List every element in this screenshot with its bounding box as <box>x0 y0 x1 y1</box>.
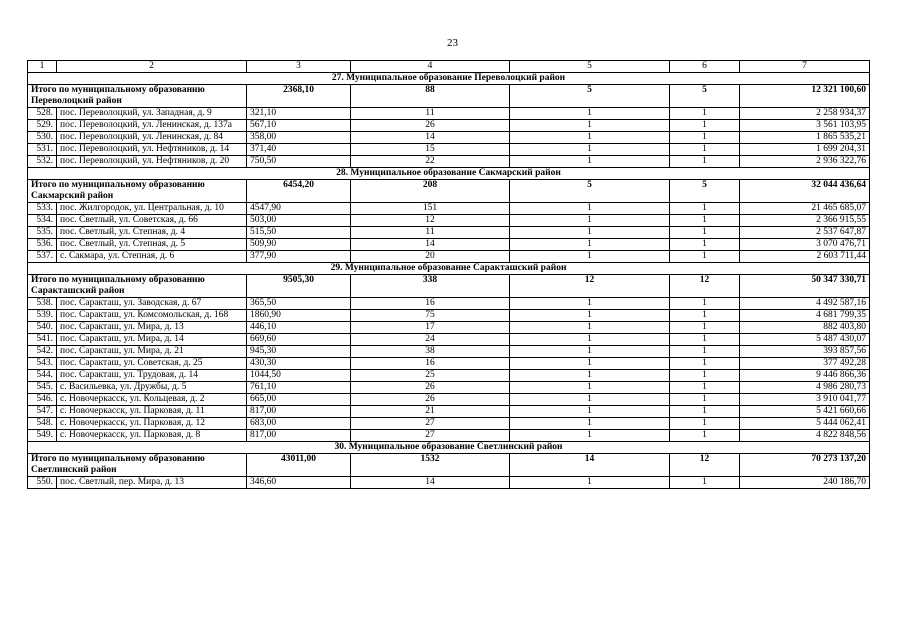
table-row <box>28 334 870 346</box>
row-address: пос. Саракташ, ул. Мира, д. 13 <box>57 322 247 334</box>
row-area: 669,60 <box>247 334 351 346</box>
row-col-5: 1 <box>510 406 670 418</box>
row-number: 529. <box>28 120 57 132</box>
table-row <box>28 108 870 120</box>
row-col-5: 1 <box>510 156 670 168</box>
row-address: с. Васильевка, ул. Дружбы, д. 5 <box>57 382 247 394</box>
row-area: 515,50 <box>247 227 351 239</box>
row-number: 541. <box>28 334 57 346</box>
table-row <box>28 120 870 132</box>
total-area: 43011,00 <box>247 454 351 477</box>
table-row <box>28 227 870 239</box>
table-row <box>28 132 870 144</box>
row-number: 543. <box>28 358 57 370</box>
row-col-7: 2 258 934,37 <box>740 108 870 120</box>
row-address: с. Новочеркасск, ул. Парковая, д. 12 <box>57 418 247 430</box>
row-col-7: 240 186,70 <box>740 477 870 489</box>
row-col-5: 1 <box>510 251 670 263</box>
total-col-5: 12 <box>510 275 670 298</box>
total-col-7: 12 321 100,60 <box>740 85 870 108</box>
table-row <box>28 406 870 418</box>
row-area: 567,10 <box>247 120 351 132</box>
row-number: 542. <box>28 346 57 358</box>
row-address: пос. Саракташ, ул. Мира, д. 21 <box>57 346 247 358</box>
row-col-6: 1 <box>670 358 740 370</box>
total-col-4: 1532 <box>351 454 510 477</box>
row-col-5: 1 <box>510 418 670 430</box>
row-col-7: 882 403,80 <box>740 322 870 334</box>
table-row <box>28 203 870 215</box>
table-row <box>28 239 870 251</box>
table-row <box>28 322 870 334</box>
row-col-5: 1 <box>510 203 670 215</box>
total-label: Итого по муниципальному образованию Переволоцкий район <box>28 85 247 108</box>
row-address: пос. Саракташ, ул. Советская, д. 25 <box>57 358 247 370</box>
row-address: пос. Переволоцкий, ул. Ленинская, д. 137а <box>57 120 247 132</box>
total-col-7: 50 347 330,71 <box>740 275 870 298</box>
row-number: 534. <box>28 215 57 227</box>
row-col-7: 1 699 204,31 <box>740 144 870 156</box>
table-row <box>28 346 870 358</box>
total-col-6: 5 <box>670 180 740 203</box>
row-col-5: 1 <box>510 358 670 370</box>
row-number: 538. <box>28 298 57 310</box>
page-number: 23 <box>447 37 458 49</box>
row-col-6: 1 <box>670 144 740 156</box>
row-col-4: 11 <box>351 108 510 120</box>
total-col-5: 14 <box>510 454 670 477</box>
row-number: 550. <box>28 477 57 489</box>
total-col-5: 5 <box>510 85 670 108</box>
column-number-row <box>28 61 870 73</box>
row-area: 750,50 <box>247 156 351 168</box>
row-col-6: 1 <box>670 406 740 418</box>
row-address: пос. Переволоцкий, ул. Западная, д. 9 <box>57 108 247 120</box>
row-area: 377,90 <box>247 251 351 263</box>
row-col-6: 1 <box>670 298 740 310</box>
row-col-4: 14 <box>351 477 510 489</box>
row-col-7: 21 465 685,07 <box>740 203 870 215</box>
section-title: 28. Муниципальное образование Сакмарский район <box>28 168 870 180</box>
total-col-7: 32 044 436,64 <box>740 180 870 203</box>
row-address: пос. Светлый, пер. Мира, д. 13 <box>57 477 247 489</box>
column-number: 2 <box>57 61 247 73</box>
total-label: Итого по муниципальному образованию Светлинский район <box>28 454 247 477</box>
row-area: 321,10 <box>247 108 351 120</box>
total-col-4: 88 <box>351 85 510 108</box>
row-address: пос. Переволоцкий, ул. Ленинская, д. 84 <box>57 132 247 144</box>
total-area: 2368,10 <box>247 85 351 108</box>
row-col-7: 3 561 103,95 <box>740 120 870 132</box>
row-col-7: 2 537 647,87 <box>740 227 870 239</box>
column-number: 6 <box>670 61 740 73</box>
total-col-6: 12 <box>670 454 740 477</box>
row-number: 533. <box>28 203 57 215</box>
section-total-row <box>28 454 870 477</box>
table-row <box>28 298 870 310</box>
row-number: 547. <box>28 406 57 418</box>
row-col-7: 1 865 535,21 <box>740 132 870 144</box>
total-area: 6454,20 <box>247 180 351 203</box>
row-col-4: 12 <box>351 215 510 227</box>
row-col-4: 24 <box>351 334 510 346</box>
row-col-7: 377 492,28 <box>740 358 870 370</box>
row-area: 817,00 <box>247 406 351 418</box>
row-address: пос. Саракташ, ул. Заводская, д. 67 <box>57 298 247 310</box>
row-col-7: 4 986 280,73 <box>740 382 870 394</box>
row-col-5: 1 <box>510 215 670 227</box>
section-title: 29. Муниципальное образование Саракташский район <box>28 263 870 275</box>
row-col-5: 1 <box>510 310 670 322</box>
row-col-4: 22 <box>351 156 510 168</box>
row-col-4: 26 <box>351 394 510 406</box>
row-col-4: 25 <box>351 370 510 382</box>
table-row <box>28 394 870 406</box>
row-col-4: 75 <box>351 310 510 322</box>
row-col-4: 26 <box>351 382 510 394</box>
row-col-6: 1 <box>670 215 740 227</box>
row-address: пос. Светлый, ул. Советская, д. 66 <box>57 215 247 227</box>
row-col-6: 1 <box>670 251 740 263</box>
section-header-row <box>28 73 870 85</box>
table-row <box>28 430 870 442</box>
row-col-5: 1 <box>510 346 670 358</box>
row-col-6: 1 <box>670 418 740 430</box>
row-col-7: 2 603 711,44 <box>740 251 870 263</box>
column-number: 7 <box>740 61 870 73</box>
row-area: 446,10 <box>247 322 351 334</box>
total-col-5: 5 <box>510 180 670 203</box>
row-area: 346,60 <box>247 477 351 489</box>
table-row <box>28 251 870 263</box>
row-number: 532. <box>28 156 57 168</box>
row-address: пос. Светлый, ул. Степная, д. 5 <box>57 239 247 251</box>
total-label: Итого по муниципальному образованию Сакмарский район <box>28 180 247 203</box>
row-col-5: 1 <box>510 370 670 382</box>
row-number: 535. <box>28 227 57 239</box>
section-header-row <box>28 442 870 454</box>
row-col-6: 1 <box>670 430 740 442</box>
row-col-6: 1 <box>670 156 740 168</box>
row-address: пос. Переволоцкий, ул. Нефтяников, д. 20 <box>57 156 247 168</box>
table-row <box>28 156 870 168</box>
total-col-7: 70 273 137,20 <box>740 454 870 477</box>
row-col-4: 11 <box>351 227 510 239</box>
row-col-5: 1 <box>510 239 670 251</box>
row-area: 509,90 <box>247 239 351 251</box>
row-col-5: 1 <box>510 298 670 310</box>
row-col-7: 393 857,56 <box>740 346 870 358</box>
row-address: пос. Переволоцкий, ул. Нефтяников, д. 14 <box>57 144 247 156</box>
row-col-7: 3 910 041,77 <box>740 394 870 406</box>
row-col-6: 1 <box>670 346 740 358</box>
row-area: 761,10 <box>247 382 351 394</box>
row-col-6: 1 <box>670 370 740 382</box>
row-col-7: 5 487 430,07 <box>740 334 870 346</box>
row-col-5: 1 <box>510 334 670 346</box>
row-area: 365,50 <box>247 298 351 310</box>
row-col-5: 1 <box>510 382 670 394</box>
table-row <box>28 418 870 430</box>
row-col-5: 1 <box>510 430 670 442</box>
row-col-6: 1 <box>670 108 740 120</box>
row-col-5: 1 <box>510 477 670 489</box>
section-header-row <box>28 168 870 180</box>
row-col-7: 2 936 322,76 <box>740 156 870 168</box>
table-row <box>28 370 870 382</box>
row-col-4: 14 <box>351 239 510 251</box>
section-total-row <box>28 180 870 203</box>
row-col-6: 1 <box>670 310 740 322</box>
document-table <box>27 60 870 489</box>
section-total-row <box>28 85 870 108</box>
total-col-6: 5 <box>670 85 740 108</box>
row-col-4: 26 <box>351 120 510 132</box>
row-number: 546. <box>28 394 57 406</box>
row-area: 4547,90 <box>247 203 351 215</box>
row-address: пос. Светлый, ул. Степная, д. 4 <box>57 227 247 239</box>
row-col-6: 1 <box>670 334 740 346</box>
row-number: 539. <box>28 310 57 322</box>
row-col-6: 1 <box>670 120 740 132</box>
row-area: 371,40 <box>247 144 351 156</box>
row-number: 544. <box>28 370 57 382</box>
row-col-4: 151 <box>351 203 510 215</box>
row-col-4: 16 <box>351 358 510 370</box>
row-col-6: 1 <box>670 322 740 334</box>
row-col-7: 5 444 062,41 <box>740 418 870 430</box>
section-total-row <box>28 275 870 298</box>
row-col-7: 4 822 848,56 <box>740 430 870 442</box>
row-number: 528. <box>28 108 57 120</box>
row-col-7: 5 421 660,66 <box>740 406 870 418</box>
table-row <box>28 477 870 489</box>
row-area: 945,30 <box>247 346 351 358</box>
row-number: 530. <box>28 132 57 144</box>
total-label: Итого по муниципальному образованию Саракташский район <box>28 275 247 298</box>
column-number: 1 <box>28 61 57 73</box>
row-col-5: 1 <box>510 108 670 120</box>
row-col-5: 1 <box>510 120 670 132</box>
section-title: 30. Муниципальное образование Светлинский район <box>28 442 870 454</box>
row-number: 536. <box>28 239 57 251</box>
row-col-6: 1 <box>670 132 740 144</box>
column-number: 4 <box>351 61 510 73</box>
row-address: с. Новочеркасск, ул. Парковая, д. 11 <box>57 406 247 418</box>
section-header-row <box>28 263 870 275</box>
total-col-4: 338 <box>351 275 510 298</box>
row-col-7: 9 446 866,36 <box>740 370 870 382</box>
table-row <box>28 144 870 156</box>
row-area: 1044,50 <box>247 370 351 382</box>
row-number: 549. <box>28 430 57 442</box>
row-col-6: 1 <box>670 203 740 215</box>
row-col-6: 1 <box>670 227 740 239</box>
row-address: пос. Жилгородок, ул. Центральная, д. 10 <box>57 203 247 215</box>
row-col-7: 3 070 476,71 <box>740 239 870 251</box>
row-col-4: 27 <box>351 430 510 442</box>
row-col-4: 20 <box>351 251 510 263</box>
row-col-5: 1 <box>510 322 670 334</box>
row-col-5: 1 <box>510 227 670 239</box>
row-col-5: 1 <box>510 144 670 156</box>
row-col-5: 1 <box>510 394 670 406</box>
row-number: 545. <box>28 382 57 394</box>
row-col-4: 27 <box>351 418 510 430</box>
row-address: пос. Саракташ, ул. Комсомольская, д. 168 <box>57 310 247 322</box>
row-col-4: 17 <box>351 322 510 334</box>
total-col-6: 12 <box>670 275 740 298</box>
row-number: 537. <box>28 251 57 263</box>
table-row <box>28 310 870 322</box>
row-address: пос. Саракташ, ул. Мира, д. 14 <box>57 334 247 346</box>
table-row <box>28 215 870 227</box>
row-area: 1860,90 <box>247 310 351 322</box>
row-address: с. Новочеркасск, ул. Кольцевая, д. 2 <box>57 394 247 406</box>
total-area: 9505,30 <box>247 275 351 298</box>
row-address: с. Сакмара, ул. Степная, д. 6 <box>57 251 247 263</box>
row-area: 503,00 <box>247 215 351 227</box>
row-number: 548. <box>28 418 57 430</box>
row-col-6: 1 <box>670 394 740 406</box>
row-col-4: 21 <box>351 406 510 418</box>
row-number: 540. <box>28 322 57 334</box>
row-col-4: 38 <box>351 346 510 358</box>
row-address: с. Новочеркасск, ул. Парковая, д. 8 <box>57 430 247 442</box>
row-area: 683,00 <box>247 418 351 430</box>
row-col-6: 1 <box>670 477 740 489</box>
row-number: 531. <box>28 144 57 156</box>
total-col-4: 208 <box>351 180 510 203</box>
row-col-5: 1 <box>510 132 670 144</box>
table-body <box>28 61 870 489</box>
row-area: 430,30 <box>247 358 351 370</box>
row-col-6: 1 <box>670 239 740 251</box>
row-address: пос. Саракташ, ул. Трудовая, д. 14 <box>57 370 247 382</box>
column-number: 3 <box>247 61 351 73</box>
row-col-4: 16 <box>351 298 510 310</box>
row-col-7: 2 366 915,55 <box>740 215 870 227</box>
row-col-4: 15 <box>351 144 510 156</box>
row-col-7: 4 681 799,35 <box>740 310 870 322</box>
column-number: 5 <box>510 61 670 73</box>
row-col-7: 4 492 587,16 <box>740 298 870 310</box>
table-row <box>28 382 870 394</box>
row-area: 817,00 <box>247 430 351 442</box>
section-title: 27. Муниципальное образование Переволоцкий район <box>28 73 870 85</box>
row-area: 665,00 <box>247 394 351 406</box>
table-row <box>28 358 870 370</box>
row-col-6: 1 <box>670 382 740 394</box>
row-col-4: 14 <box>351 132 510 144</box>
row-area: 358,00 <box>247 132 351 144</box>
